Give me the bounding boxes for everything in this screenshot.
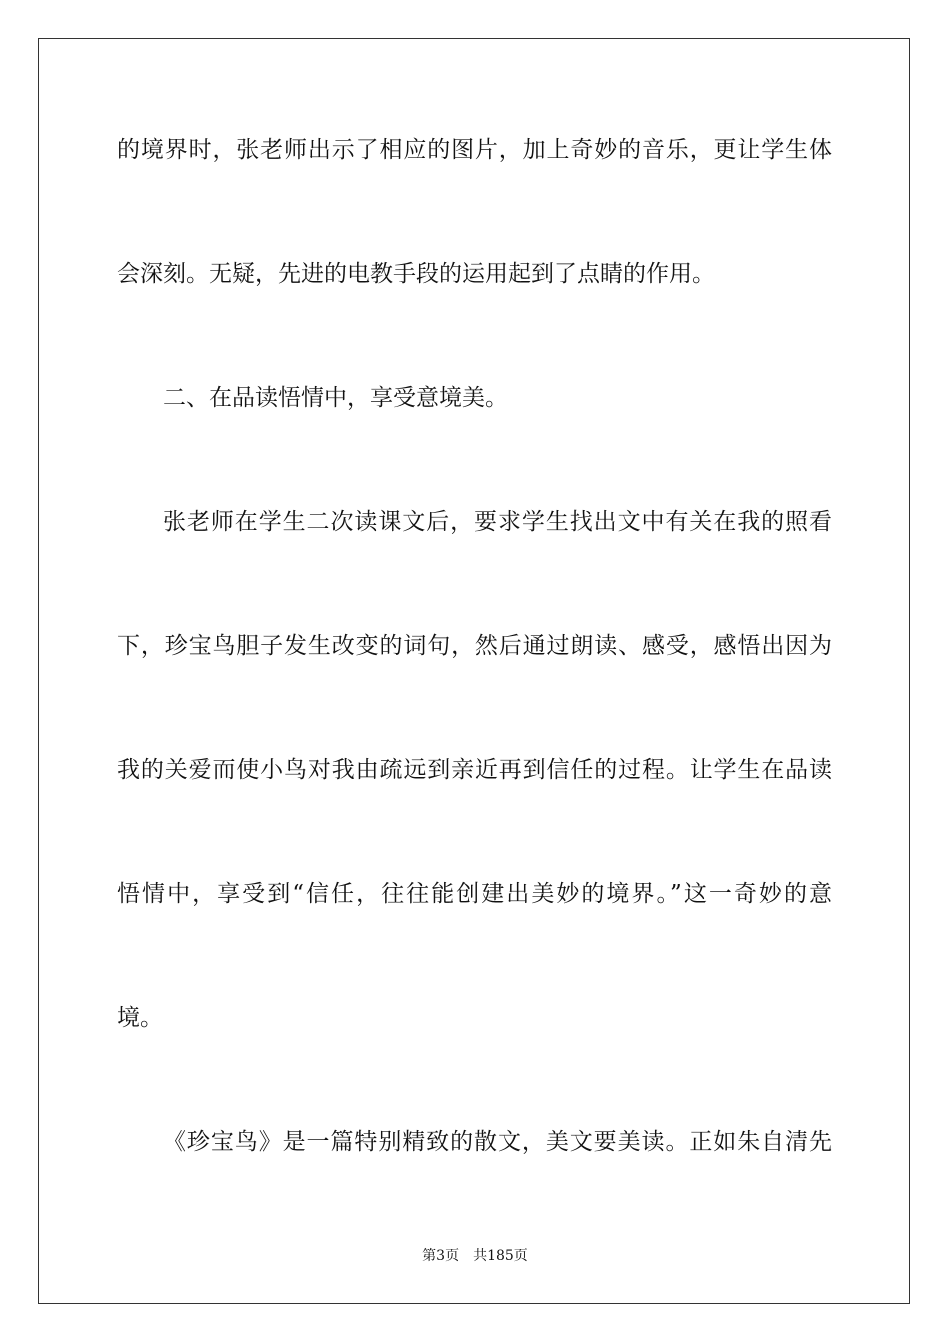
paragraph-line: 《珍宝鸟》是一篇特别精致的散文，美文要美读。正如朱自清先: [163, 1129, 832, 1155]
paragraph-line: 悟情中，享受到“信任，往往能创建出美妙的境界。”这一奇妙的意: [117, 881, 832, 907]
page-border: [38, 38, 910, 1304]
paragraph-line: 张老师在学生二次读课文后，要求学生找出文中有关在我的照看: [163, 509, 832, 535]
paragraph-line: 的境界时，张老师出示了相应的图片，加上奇妙的音乐，更让学生体: [117, 137, 832, 163]
section-heading: 二、在品读悟情中，享受意境美。: [163, 385, 508, 411]
paragraph-line: 我的关爱而使小鸟对我由疏远到亲近再到信任的过程。让学生在品读: [117, 757, 832, 783]
paragraph-line: 下，珍宝鸟胆子发生改变的词句，然后通过朗读、感受，感悟出因为: [117, 633, 832, 659]
paragraph-line: 境。: [117, 1005, 163, 1031]
page-number-footer: 第3页 共185页: [422, 1248, 528, 1264]
paragraph-line: 会深刻。无疑，先进的电教手段的运用起到了点睛的作用。: [117, 261, 715, 287]
